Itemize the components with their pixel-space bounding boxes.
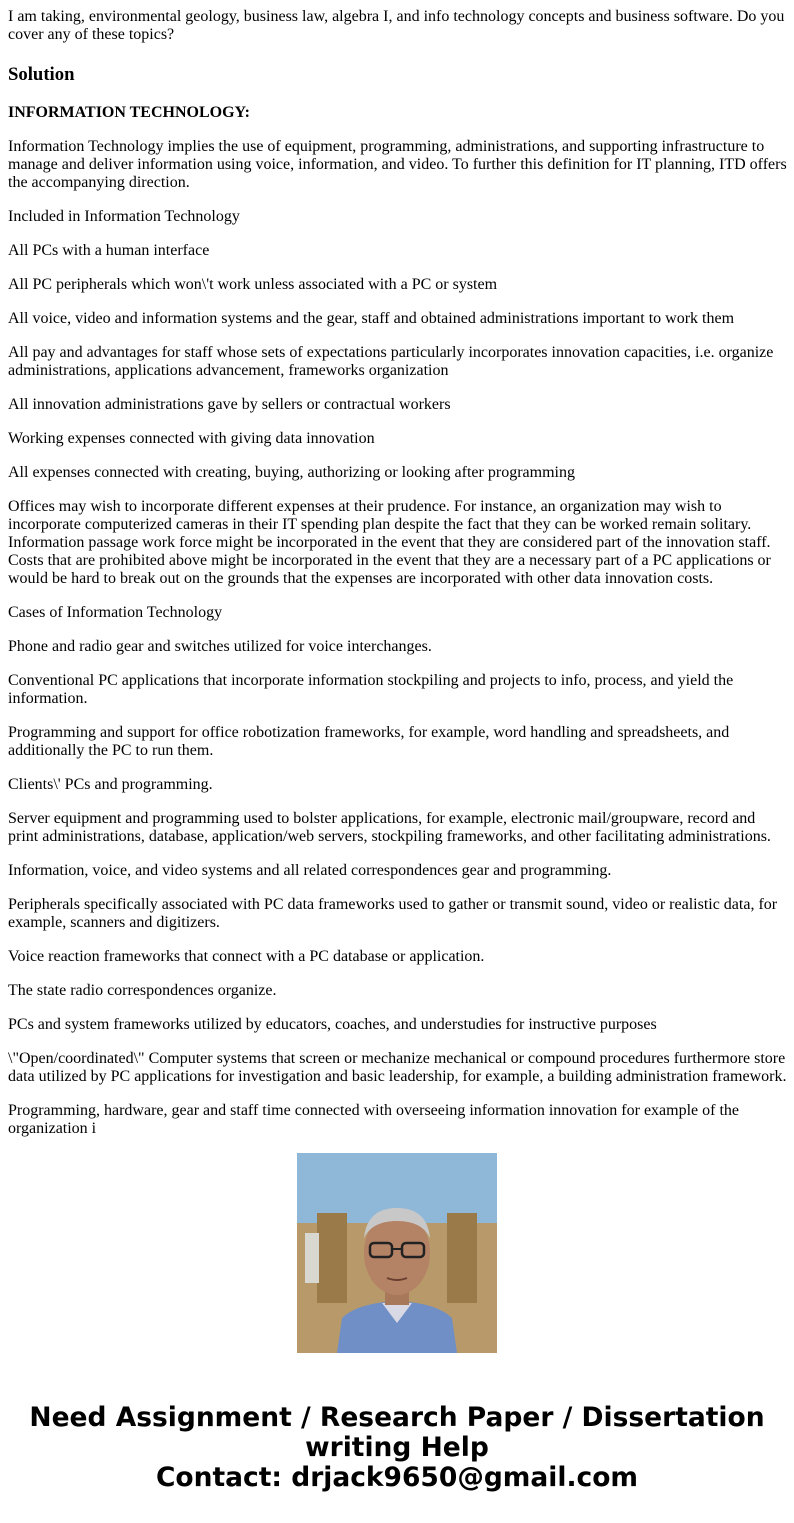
paragraph: Information, voice, and video systems and all related correspondences gear and programming. bbox=[8, 862, 612, 879]
paragraph: Phone and radio gear and switches utilized for voice interchanges. bbox=[8, 638, 432, 655]
paragraph: All innovation administrations gave by sellers or contractual workers bbox=[8, 396, 451, 413]
paragraph: All PC peripherals which won\'t work unless associated with a PC or system bbox=[8, 276, 498, 293]
paragraph: Clients\' PCs and programming. bbox=[8, 776, 213, 793]
section-heading: INFORMATION TECHNOLOGY: bbox=[8, 104, 250, 121]
paragraph: All pay and advantages for staff whose sets of expectations particularly incorporates innovation capacities, i.e. organize administrations, applications advancement, frameworks organization bbox=[8, 344, 774, 379]
contact-call-to-action bbox=[0, 1403, 794, 1493]
paragraph: Voice reaction frameworks that connect with a PC database or application. bbox=[8, 948, 485, 965]
paragraph: Working expenses connected with giving data innovation bbox=[8, 430, 375, 447]
paragraph: All expenses connected with creating, buying, authorizing or looking after programming bbox=[8, 464, 575, 481]
paragraph: Included in Information Technology bbox=[8, 208, 240, 225]
paragraph: PCs and system frameworks utilized by educators, coaches, and understudies for instructive purposes bbox=[8, 1016, 657, 1033]
author-photo-illustration bbox=[297, 1153, 497, 1353]
question-text: I am taking, environmental geology, business law, algebra I, and info technology concepts and business software. Do you cover any of these topics? bbox=[8, 8, 785, 43]
author-avatar bbox=[297, 1153, 497, 1353]
paragraph: Programming and support for office robotization frameworks, for example, word handling and spreadsheets, and additionally the PC to run them. bbox=[8, 724, 730, 759]
paragraph: All PCs with a human interface bbox=[8, 242, 210, 259]
paragraph: Programming, hardware, gear and staff time connected with overseeing information innovation for example of the organization i bbox=[8, 1102, 740, 1137]
cta-line-1: Need Assignment / Research Paper / Dissertation bbox=[29, 1402, 765, 1433]
paragraph: Conventional PC applications that incorporate information stockpiling and projects to info, process, and yield the information. bbox=[8, 672, 734, 707]
paragraph: Peripherals specifically associated with PC data frameworks used to gather or transmit sound, video or realistic data, for example, scanners and digitizers. bbox=[8, 896, 778, 931]
answer-document bbox=[8, 0, 788, 1137]
promo-banner bbox=[0, 1124, 794, 1523]
solution-heading: Solution bbox=[8, 64, 75, 85]
paragraph: Cases of Information Technology bbox=[8, 604, 223, 621]
paragraph: Offices may wish to incorporate different expenses at their prudence. For instance, an organization may wish to incorporate computerized cameras in their IT spending plan despite the fact that they can be worked remain solitary. Information passage work force might be incorporated in the event that they are considered part of the innovation staff. Costs that are prohibited above might be incorporated in the event that they are a necessary part of a PC applications or would be hard to break out on the grounds that the expenses are incorporated with other data innovation costs. bbox=[8, 498, 771, 587]
cta-contact-email: Contact: drjack9650@gmail.com bbox=[155, 1462, 639, 1493]
paragraph: All voice, video and information systems and the gear, staff and obtained administrations important to work them bbox=[8, 310, 735, 327]
paragraph: Server equipment and programming used to bolster applications, for example, electronic mail/groupware, record and print administrations, database, application/web servers, stockpiling frameworks, and other facilitating administrations. bbox=[8, 810, 771, 845]
paragraph: The state radio correspondences organize. bbox=[8, 982, 277, 999]
paragraph: \"Open/coordinated\" Computer systems that screen or mechanize mechanical or compound procedures furthermore store data utilized by PC applications for investigation and basic leadership, for example, a building administration framework. bbox=[8, 1050, 787, 1085]
cta-line-2: writing Help bbox=[305, 1432, 489, 1463]
paragraph: Information Technology implies the use of equipment, programming, administrations, and supporting infrastructure to manage and deliver information using voice, information, and video. To further this definition for IT planning, ITD offers the accompanying direction. bbox=[8, 138, 787, 191]
